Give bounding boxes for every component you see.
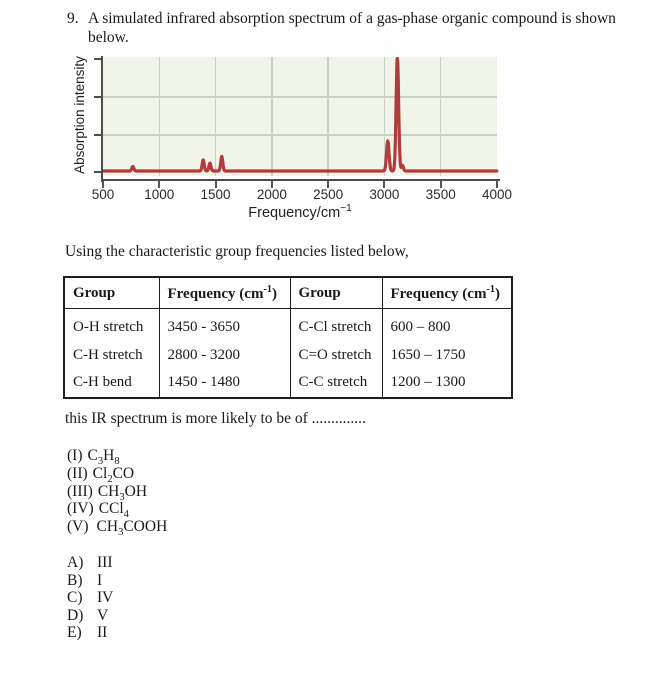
compound-label: (V)	[67, 518, 89, 536]
answer-letter: B)	[67, 571, 83, 589]
intro-text: Using the characteristic group frequencies listed below,	[65, 243, 409, 260]
answer-letter: E)	[67, 624, 82, 642]
table-header-cell: Frequency $(cm^{-1})$	[382, 277, 512, 309]
y-axis-tick	[94, 134, 101, 136]
prompt-text: this IR spectrum is more likely to be of ..............	[65, 410, 366, 427]
answer-value: V	[97, 606, 109, 624]
x-tick-label: 2000	[256, 187, 287, 202]
table-cell: 1450 - 1480	[159, 369, 290, 398]
answer-item	[67, 554, 113, 572]
x-tick-label: 3000	[369, 187, 400, 202]
x-tick-label: 1000	[144, 187, 175, 202]
compound-formula: CCl$_4$	[98, 500, 129, 521]
table-cell: C-C stretch	[290, 369, 382, 398]
table-cell: C-H bend	[64, 369, 159, 398]
answer-item	[67, 589, 113, 607]
table-cell: C=O stretch	[290, 342, 382, 370]
answer-letter: A)	[67, 554, 84, 571]
x-axis-tick-labels	[91, 187, 513, 202]
y-axis-tick	[94, 58, 101, 60]
x-tick-label: 4000	[481, 187, 513, 202]
compound-label: (IV)	[67, 500, 94, 518]
table-cell: C-H stretch	[64, 342, 159, 370]
answer-item	[67, 624, 113, 642]
ir-spectrum-chart	[0, 0, 668, 230]
compound-item	[67, 483, 167, 501]
y-axis-label: Absorption intensity	[72, 56, 87, 174]
answer-letter: C)	[67, 589, 83, 607]
x-tick-label: 2500	[313, 187, 344, 202]
answer-value: IV	[97, 589, 114, 607]
table-header-cell: Group	[290, 277, 382, 309]
compound-item	[67, 447, 167, 468]
compound-item	[67, 465, 167, 483]
compound-item	[67, 500, 167, 521]
table-header-cell: Frequency $(cm^{-1})$	[159, 277, 290, 309]
table-cell: 3450 - 3650	[159, 309, 290, 342]
answer-value: II	[97, 624, 108, 642]
answer-list	[67, 554, 113, 642]
y-axis	[101, 56, 104, 182]
compound-formula: $Cl_2CO$	[92, 464, 135, 485]
answer-item	[67, 572, 113, 590]
x-tick-label: 500	[91, 187, 115, 202]
question-text-line-2: below.	[88, 29, 129, 46]
y-axis-tick	[94, 171, 101, 173]
x-tick-label: 3500	[425, 187, 456, 202]
y-axis-tick	[94, 96, 101, 98]
table-cell: 1200 – 1300	[390, 374, 466, 391]
table-cell: 1650 – 1750	[390, 346, 466, 363]
table-row	[64, 369, 512, 398]
answer-value: III	[97, 554, 113, 571]
table-cell: C-Cl stretch	[290, 309, 382, 342]
question-text-line-1: A simulated infrared absorption spectrum of a gas-phase organic compound is shown	[88, 10, 616, 27]
compound-label: (I)	[67, 447, 83, 464]
answer-letter: D)	[67, 606, 84, 624]
x-axis-title: Frequency/$cm^{-1}$	[248, 203, 352, 221]
answer-value: I	[97, 571, 103, 589]
table-cell: 600 – 800	[390, 319, 451, 336]
frequency-table	[63, 276, 513, 399]
table-cell: 2800 - 3200	[159, 342, 290, 370]
question-number: 9.	[67, 10, 79, 27]
compound-item	[67, 518, 168, 539]
table-row	[64, 309, 512, 342]
answer-item	[67, 607, 113, 625]
table-header-row	[64, 277, 512, 309]
compound-formula: $CH_3OH$	[97, 482, 148, 503]
x-tick-label: 1500	[200, 187, 231, 202]
table-header-cell: Group	[64, 277, 159, 309]
compound-label: (II)	[67, 464, 88, 482]
table-row	[64, 342, 512, 370]
compound-formula: $C_3H_8$	[87, 447, 120, 468]
spectrum-line	[103, 57, 500, 176]
compound-label: (III)	[67, 482, 93, 500]
compound-list	[67, 447, 168, 539]
table-cell: O-H stretch	[64, 309, 159, 342]
compound-formula: $CH_3COOH$	[96, 518, 168, 539]
